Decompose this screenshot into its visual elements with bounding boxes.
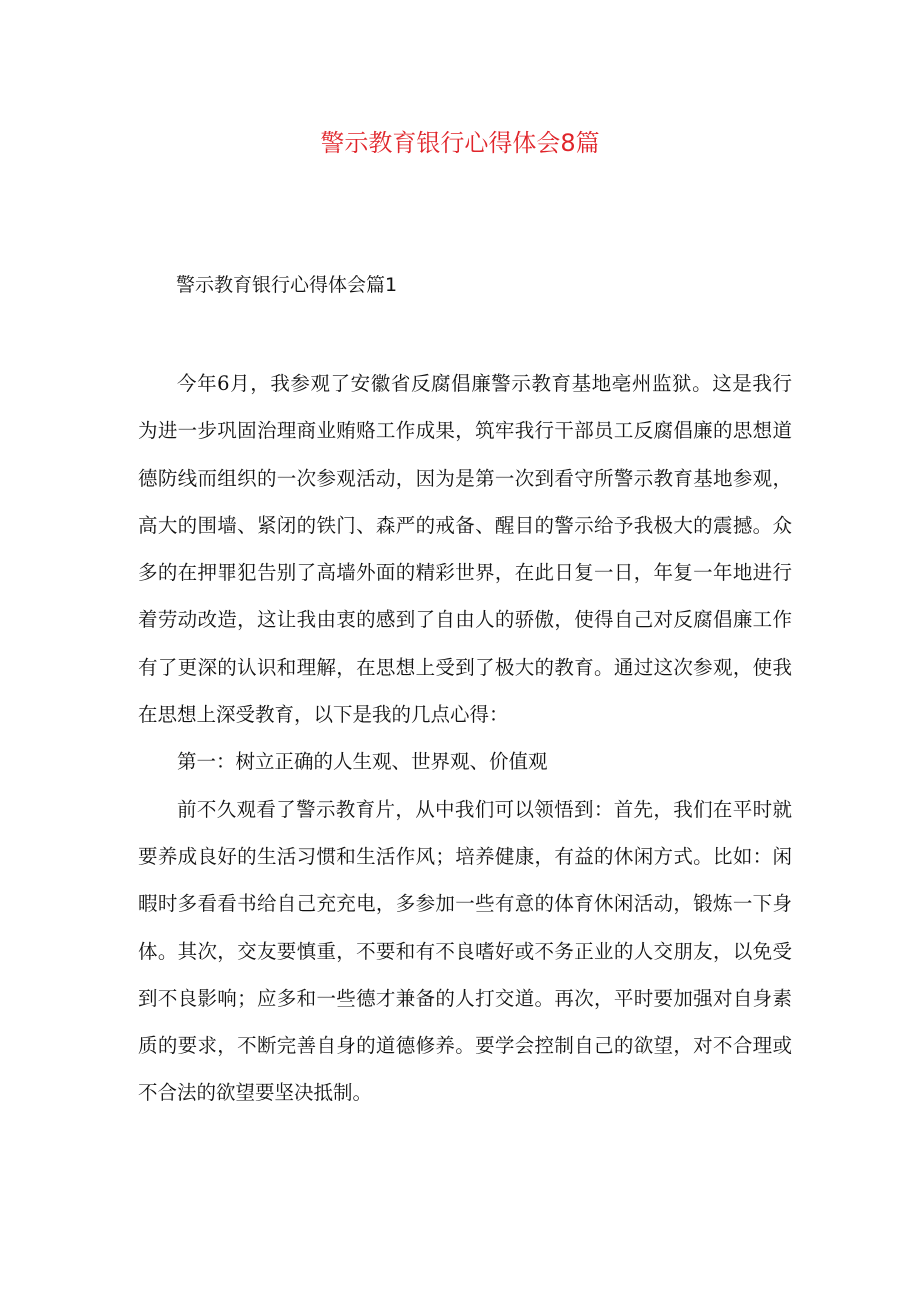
paragraph-intro: 今年6月，我参观了安徽省反腐倡廉警示教育基地亳州监狱。这是我行为进一步巩固治理商业贿赂工作成果，筑牢我行干部员工反腐倡廉的思想道德防线而组织的一次参观活动，因为是第一次到看守所警示教育基地参观，高大的围墙、紧闭的铁门、森严的戒备、醒目的警示给予我极大的震撼。众多的在押罪犯告别了高墙外面的精彩世界，在此日复一日，年复一年地进行着劳动改造，这让我由衷的感到了自由人的骄傲，使得自己对反腐倡廉工作有了更深的认识和理解，在思想上受到了极大的教育。通过这次参观，使我在思想上深受教育，以下是我的几点心得： xyxy=(138,372,792,727)
document-body xyxy=(138,360,792,1117)
document-title: 警示教育银行心得体会8篇 xyxy=(320,129,600,157)
paragraph-reflection: 前不久观看了警示教育片，从中我们可以领悟到：首先，我们在平时就要养成良好的生活习惯和生活作风；培养健康，有益的休闲方式。比如：闲暇时多看看书给自己充充电，多参加一些有意的体育休闲活动，锻炼一下身体。其次，交友要慎重，不要和有不良嗜好或不务正业的人交朋友，以免受到不良影响；应多和一些德才兼备的人打交道。再次，平时要加强对自身素质的要求，不断完善自身的道德修养。要学会控制自己的欲望，对不合理或不合法的欲望要坚决抵制。 xyxy=(138,797,792,1105)
section-heading: 警示教育银行心得体会篇1 xyxy=(176,274,398,296)
paragraph-point-one: 第一：树立正确的人生观、世界观、价值观 xyxy=(177,750,548,774)
